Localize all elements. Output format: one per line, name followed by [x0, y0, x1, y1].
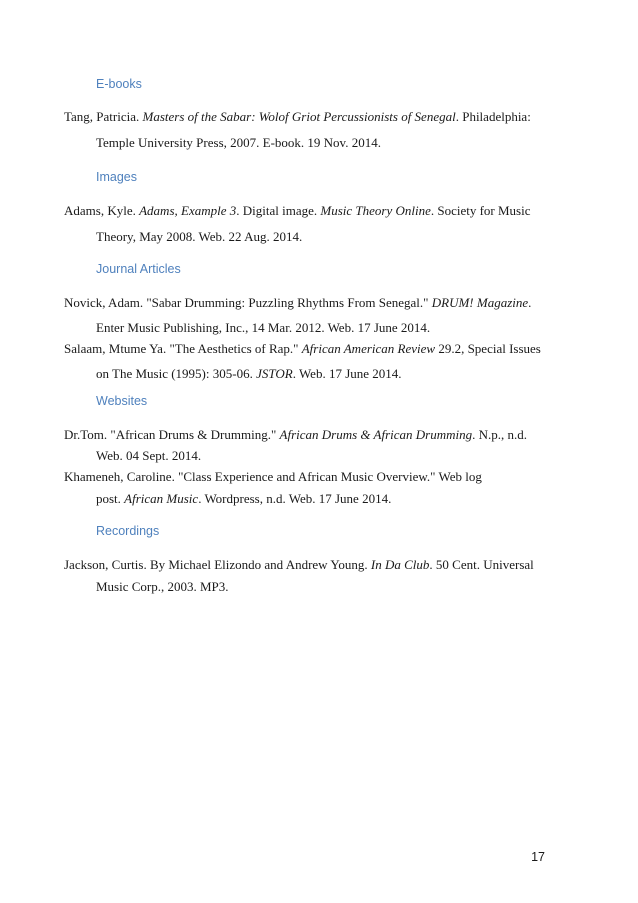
citation-text: on The Music (1995): 305-06. — [96, 366, 257, 381]
citation-line: Music Corp., 2003. MP3. — [96, 579, 229, 594]
citation-text: . Wordpress, n.d. Web. 17 June 2014. — [198, 491, 392, 506]
citation-title: Masters of the Sabar: Wolof Griot Percussionists of Senegal — [142, 109, 456, 124]
citation-text: 29.2, Special Issues — [435, 341, 541, 356]
citation-title: African Music — [124, 491, 199, 506]
page-number: 17 — [531, 850, 545, 864]
citation-line: Web. 04 Sept. 2014. — [96, 448, 202, 463]
citation-text: . N.p., n.d. — [472, 427, 528, 442]
citation-title: African American Review — [301, 341, 436, 356]
citation-text: post. — [96, 491, 125, 506]
citation-line — [64, 204, 531, 217]
citation-title: African Drums & African Drumming — [279, 427, 473, 442]
citation-line — [64, 428, 527, 441]
citation-line: Khameneh, Caroline. "Class Experience and African Music Overview." Web log — [64, 469, 482, 484]
citation-text: Salaam, Mtume Ya. "The Aesthetics of Rap." — [64, 341, 302, 356]
citation-text: . Digital image. — [236, 203, 321, 218]
citation-title: In Da Club — [370, 557, 430, 572]
citation-title: Adams, Example 3 — [139, 203, 237, 218]
citation-text: Jackson, Curtis. By Michael Elizondo and Andrew Young. — [64, 557, 371, 572]
citation-text: . — [528, 295, 532, 310]
citation-text: Novick, Adam. "Sabar Drumming: Puzzling Rhythms From Senegal." — [64, 295, 432, 310]
citation-text: . Web. 17 June 2014. — [292, 366, 402, 381]
citation-text: Adams, Kyle. — [64, 203, 140, 218]
citation-text: Dr.Tom. "African Drums & Drumming." — [64, 427, 280, 442]
section-heading-ebooks: E-books — [96, 77, 142, 91]
citation-line — [64, 558, 534, 571]
section-heading-images: Images — [96, 170, 137, 184]
citation-line — [64, 110, 531, 123]
citation-text: . Society for Music — [430, 203, 531, 218]
citation-text: . 50 Cent. Universal — [429, 557, 534, 572]
citation-line: Theory, May 2008. Web. 22 Aug. 2014. — [96, 229, 303, 244]
citation-line — [96, 492, 391, 505]
citation-line: Enter Music Publishing, Inc., 14 Mar. 2012. Web. 17 June 2014. — [96, 320, 431, 335]
citation-title: DRUM! Magazine — [431, 295, 529, 310]
section-heading-websites: Websites — [96, 394, 148, 408]
section-heading-recordings: Recordings — [96, 524, 160, 538]
citation-line — [64, 342, 541, 355]
section-heading-journal-articles: Journal Articles — [96, 262, 181, 276]
citation-line — [96, 367, 402, 380]
citation-text: Tang, Patricia. — [64, 109, 143, 124]
citation-line — [64, 296, 531, 309]
citation-title: Music Theory Online — [320, 203, 431, 218]
citation-text: . Philadelphia: — [455, 109, 531, 124]
citation-line: Temple University Press, 2007. E-book. 19 Nov. 2014. — [96, 135, 381, 150]
citation-title: JSTOR — [256, 366, 293, 381]
